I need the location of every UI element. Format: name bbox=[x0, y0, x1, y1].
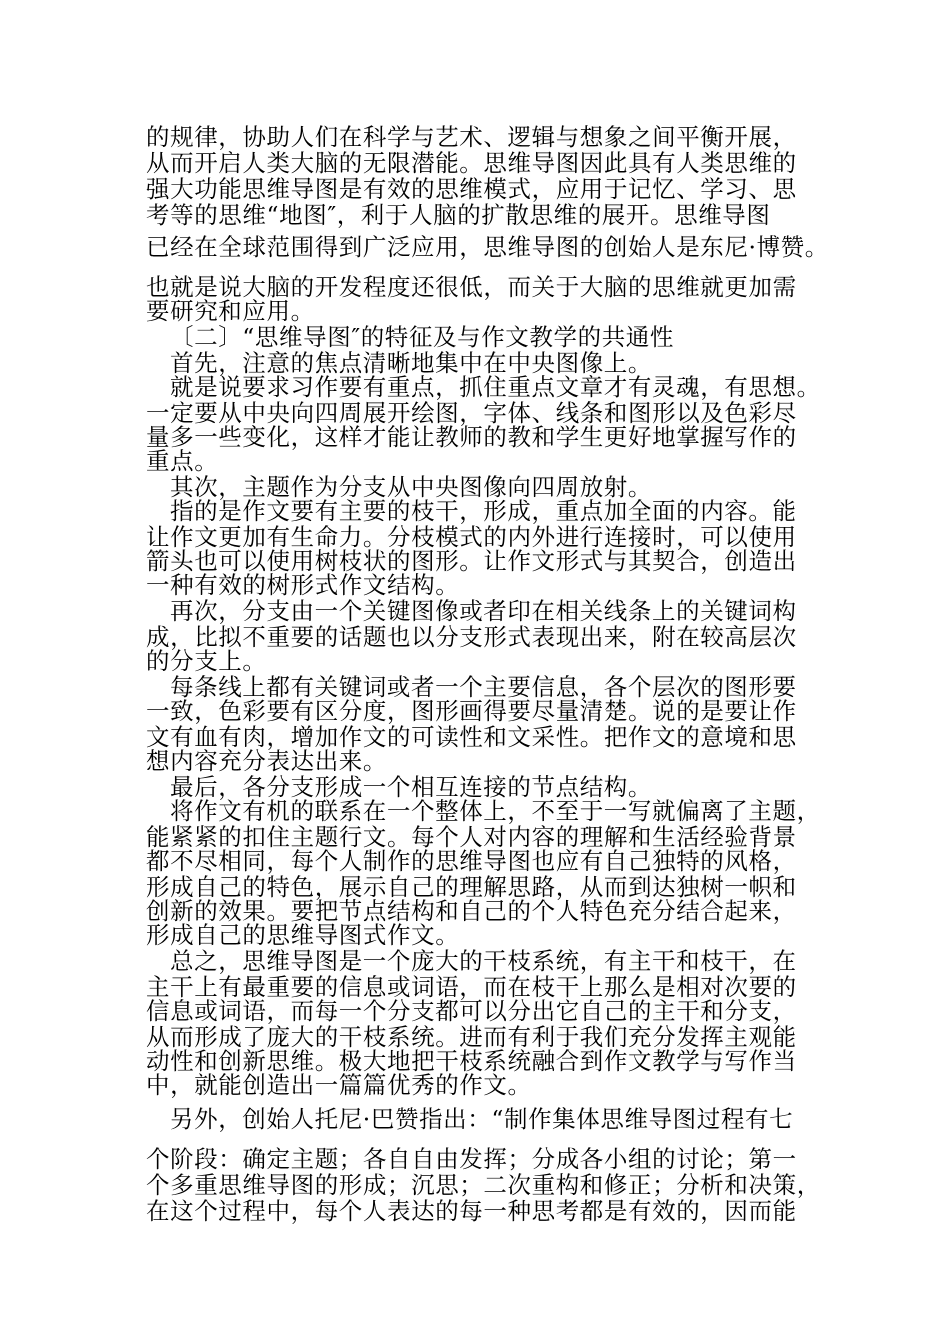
text-line: 每条线上都有关键词或者一个主要信息，各个层次的图形要 bbox=[170, 673, 797, 701]
text-line: 箭头也可以使用树枝状的图形。让作文形式与其契合，创造出 bbox=[146, 547, 797, 575]
text-line: 就是说要求习作要有重点，抓住重点文章才有灵魂，有思想。 bbox=[170, 373, 821, 401]
text-line: 在这个过程中，每个人表达的每一种思考都是有效的，因而能 bbox=[146, 1197, 797, 1225]
text-line: 一致，色彩要有区分度，图形画得要尽量清楚。说的是要让作 bbox=[146, 697, 797, 725]
text-line: 一种有效的树形式作文结构。 bbox=[146, 571, 460, 599]
section-heading: 〔二〕“思维导图″的特征及与作文教学的共通性 bbox=[170, 323, 674, 351]
text-line: 将作文有机的联系在一个整体上，不至于一写就偏离了主题， bbox=[170, 797, 821, 825]
text-line: 强大功能思维导图是有效的思维模式，应用于记忆、学习、思 bbox=[146, 175, 797, 203]
text-line: 一定要从中央向四周展开绘图，字体、线条和图形以及色彩尽 bbox=[146, 399, 797, 427]
text-line: 首先，注意的焦点清晰地集中在中央图像上。 bbox=[170, 349, 652, 377]
text-line: 指的是作文要有主要的枝干，形成，重点加全面的内容。能 bbox=[170, 497, 797, 525]
text-line: 主干上有最重要的信息或词语，而在枝干上那么是相对次要的 bbox=[146, 973, 797, 1001]
text-line: 形成自己的思维导图式作文。 bbox=[146, 921, 460, 949]
text-line: 的分支上。 bbox=[146, 647, 267, 675]
text-line: 个阶段：确定主题；各自自由发挥；分成各小组的讨论；第一 bbox=[146, 1145, 797, 1173]
text-line: 形成自己的特色，展示自己的理解思路，从而到达独树一帜和 bbox=[146, 873, 797, 901]
text-line: 成，比拟不重要的话题也以分支形式表现出来，附在较高层次 bbox=[146, 623, 797, 651]
text-line: 再次，分支由一个关键图像或者印在相关线条上的关键词构 bbox=[170, 597, 797, 625]
text-line: 动性和创新思维。极大地把干枝系统融合到作文教学与写作当 bbox=[146, 1047, 797, 1075]
text-line: 想内容充分表达出来。 bbox=[146, 747, 387, 775]
text-line: 也就是说大脑的开发程度还很低，而关于大脑的思维就更加需 bbox=[146, 273, 797, 301]
text-line: 考等的思维“地图″，利于人脑的扩散思维的展开。思维导图 bbox=[146, 201, 771, 229]
text-line: 要研究和应用。 bbox=[146, 297, 315, 325]
text-line: 另外，创始人托尼·巴赞指出：“制作集体思维导图过程有七 bbox=[170, 1105, 794, 1133]
text-line: 其次，主题作为分支从中央图像向四周放射。 bbox=[170, 473, 652, 501]
text-line: 信息或词语，而每一个分支都可以分出它自己的主干和分支， bbox=[146, 997, 797, 1025]
text-line: 中，就能创造出一篇篇优秀的作文。 bbox=[146, 1071, 532, 1099]
text-line: 让作文更加有生命力。分枝模式的内外进行连接时，可以使用 bbox=[146, 523, 797, 551]
text-line: 最后，各分支形成一个相互连接的节点结构。 bbox=[170, 773, 652, 801]
text-line: 总之，思维导图是一个庞大的干枝系统，有主干和枝干，在 bbox=[170, 947, 797, 975]
text-line: 创新的效果。要把节点结构和自己的个人特色充分结合起来， bbox=[146, 897, 797, 925]
text-line: 能紧紧的扣住主题行文。每个人对内容的理解和生活经验背景 bbox=[146, 823, 797, 851]
text-line: 从而形成了庞大的干枝系统。进而有利于我们充分发挥主观能 bbox=[146, 1023, 797, 1051]
text-line: 个多重思维导图的形成；沉思；二次重构和修正；分析和决策， bbox=[146, 1171, 821, 1199]
text-line: 文有血有肉，增加作文的可读性和文采性。把作文的意境和思 bbox=[146, 723, 797, 751]
text-line: 重点。 bbox=[146, 447, 219, 475]
text-line: 量多一些变化，这样才能让教师的教和学生更好地掌握写作的 bbox=[146, 423, 797, 451]
text-line: 的规律，协助人们在科学与艺术、逻辑与想象之间平衡开展， bbox=[146, 123, 797, 151]
text-line: 从而开启人类大脑的无限潜能。思维导图因此具有人类思维的 bbox=[146, 149, 797, 177]
text-line: 都不尽相同，每个人制作的思维导图也应有自己独特的风格， bbox=[146, 847, 797, 875]
text-line: 已经在全球范围得到广泛应用，思维导图的创始人是东尼·博赞。 bbox=[146, 233, 829, 261]
